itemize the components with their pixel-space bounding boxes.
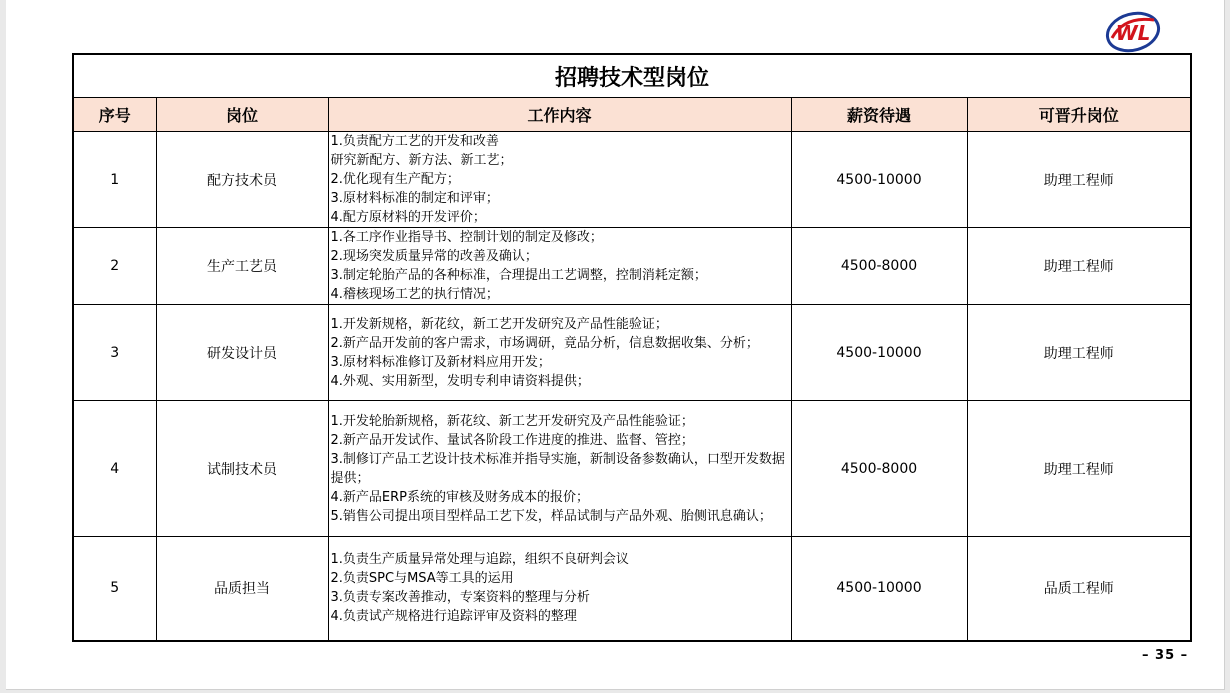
duty-line: 3.原材料标准的制定和评审； — [330, 191, 499, 206]
duty-line: 1.负责生产质量异常处理与追踪，组织不良研判会议 — [330, 552, 629, 568]
cell-promotion: 助理工程师 — [967, 228, 1191, 305]
cell-promotion: 助理工程师 — [967, 132, 1191, 228]
table-title-row — [73, 54, 1191, 98]
cell-position: 生产工艺员 — [156, 228, 328, 305]
table-row — [73, 537, 1191, 641]
col-header-promotion: 可晋升岗位 — [967, 98, 1191, 132]
cell-position: 研发设计员 — [156, 305, 328, 401]
duty-line: 2.现场突发质量异常的改善及确认； — [330, 249, 538, 264]
cell-position: 配方技术员 — [156, 132, 328, 228]
cell-duties — [328, 228, 791, 305]
table-header-row — [73, 98, 1191, 132]
document-page — [6, 0, 1225, 690]
table-row — [73, 228, 1191, 305]
duty-line: 2.优化现有生产配方； — [330, 172, 460, 187]
cell-no: 2 — [73, 228, 156, 305]
table-row — [73, 401, 1191, 537]
duty-line: 3.负责专案改善推动，专案资料的整理与分析 — [330, 590, 590, 606]
duty-line: 2.新产品开发前的客户需求，市场调研，竟品分析，信息数据收集、分析； — [330, 335, 759, 351]
cell-duties — [328, 305, 791, 401]
cell-salary: 4500-8000 — [791, 228, 967, 305]
col-header-no: 序号 — [73, 98, 156, 132]
duty-line: 2.新产品开发试作、量试各阶段工作进度的推进、监督、管控； — [330, 432, 694, 448]
cell-promotion: 品质工程师 — [967, 537, 1191, 641]
table-row — [73, 132, 1191, 228]
cell-no: 4 — [73, 401, 156, 537]
cell-position: 品质担当 — [156, 537, 328, 641]
duty-line: 4.新产品ERP系统的审核及财务成本的报价； — [330, 489, 589, 505]
duty-line: 3.原材料标准修订及新材料应用开发； — [330, 354, 551, 370]
cell-no: 1 — [73, 132, 156, 228]
duty-line: 2.负责SPC与MSA等工具的运用 — [330, 571, 514, 587]
cell-salary: 4500-10000 — [791, 132, 967, 228]
svg-text:WL: WL — [1115, 21, 1151, 45]
duty-line: 3.制定轮胎产品的各种标准，合理提出工艺调整，控制消耗定额； — [330, 268, 707, 283]
recruitment-table — [72, 53, 1192, 642]
duty-line: 5.销售公司提出项目型样品工艺下发，样品试制与产品外观、胎侧讯息确认； — [330, 508, 772, 524]
cell-salary: 4500-8000 — [791, 401, 967, 537]
duty-line: 4.配方原材料的开发评价； — [330, 210, 486, 225]
col-header-salary: 薪资待遇 — [791, 98, 967, 132]
cell-duties — [328, 132, 791, 228]
cell-no: 5 — [73, 537, 156, 641]
duty-line: 4.稽核现场工艺的执行情况； — [330, 287, 499, 302]
cell-promotion: 助理工程师 — [967, 305, 1191, 401]
company-logo-icon — [1104, 10, 1162, 54]
table-title: 招聘技术型岗位 — [73, 54, 1191, 98]
duty-line: 1.各工序作业指导书、控制计划的制定及修改； — [330, 230, 603, 245]
cell-promotion: 助理工程师 — [967, 401, 1191, 537]
duty-line: 研究新配方、新方法、新工艺； — [330, 153, 513, 168]
table-row — [73, 305, 1191, 401]
cell-salary: 4500-10000 — [791, 537, 967, 641]
col-header-duties: 工作内容 — [328, 98, 791, 132]
cell-duties — [328, 401, 791, 537]
duty-line: 1.开发轮胎新规格，新花纹、新工艺开发研究及产品性能验证； — [330, 413, 694, 429]
cell-position: 试制技术员 — [156, 401, 328, 537]
duty-line: 1.负责配方工艺的开发和改善 — [330, 134, 499, 149]
col-header-position: 岗位 — [156, 98, 328, 132]
cell-no: 3 — [73, 305, 156, 401]
cell-salary: 4500-10000 — [791, 305, 967, 401]
duty-line: 4.外观、实用新型，发明专利申请资料提供； — [330, 373, 590, 389]
cell-duties — [328, 537, 791, 641]
page-number: – 35 – — [1142, 648, 1189, 663]
duty-line: 1.开发新规格，新花纹，新工艺开发研究及产品性能验证； — [330, 316, 668, 332]
duty-line: 4.负责试产规格进行追踪评审及资料的整理 — [330, 609, 577, 625]
duty-line: 3.制修订产品工艺设计技术标准并指导实施，新制设备参数确认，口型开发数据提供； — [330, 451, 785, 486]
